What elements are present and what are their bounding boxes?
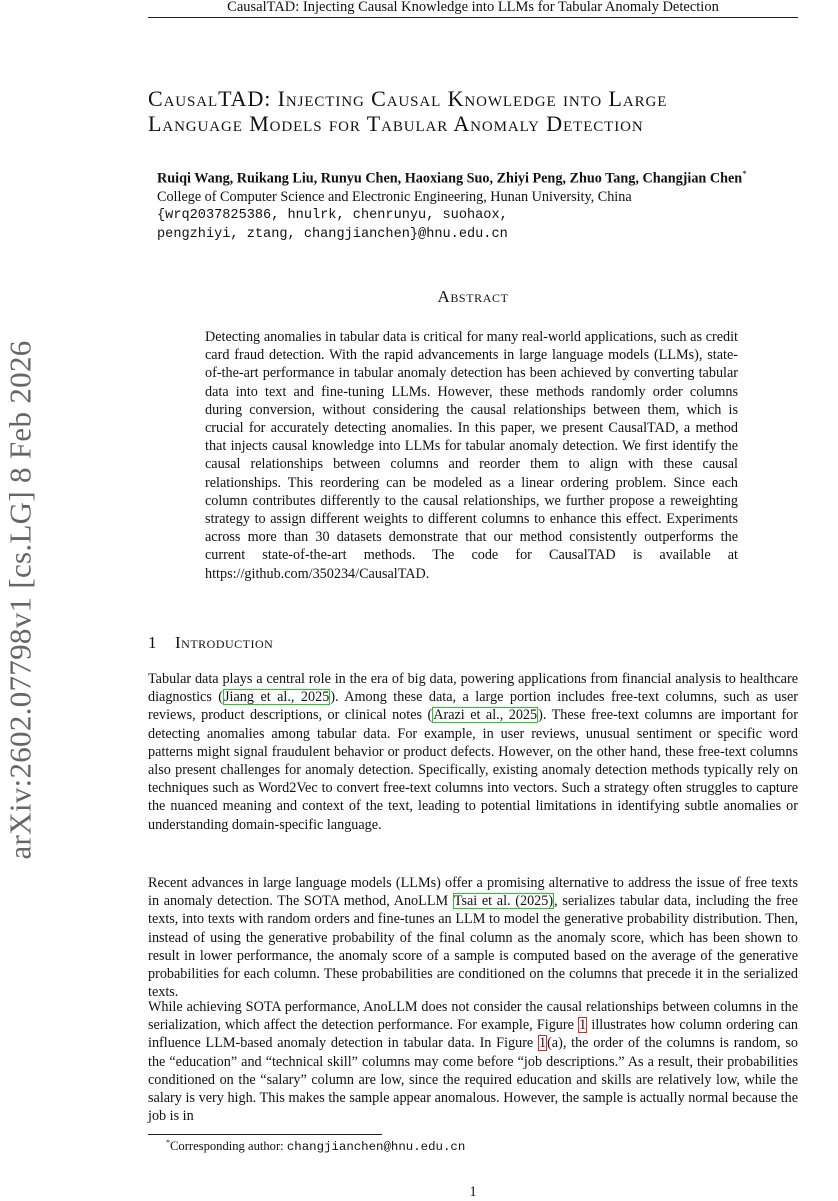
- text-run: ). Among these data, a large portion includes free-text columns, such as user reviews, product descriptions, or clinical notes (: [148, 689, 798, 724]
- footnote-email: changjianchen@hnu.edu.cn: [286, 1140, 466, 1155]
- footnote-mark: *: [166, 1138, 170, 1147]
- figure-ref-link[interactable]: 1: [579, 1017, 587, 1034]
- author-names: [157, 165, 837, 188]
- abstract-heading: Abstract: [437, 287, 509, 306]
- author-block: [157, 165, 837, 244]
- title-line-1: CausalTAD: Injecting Causal Knowledge into Large: [148, 86, 668, 111]
- text-run: (a), the order of the columns is random, so the “education” and “technical skill” columns may come before “job descriptions.” As a result, their probabilities conditioned on the “salary” column are low, since the required education and skills are relatively low, while the salary is very high. This makes the sample appear anomalous. However, the sample is actually normal because the job is in: [148, 1035, 798, 1125]
- running-header: CausalTAD: Injecting Causal Knowledge into LLMs for Tabular Anomaly Detection: [148, 0, 798, 18]
- intro-paragraph-2: [148, 874, 798, 1001]
- citation-link[interactable]: Jiang et al., 2025: [224, 689, 330, 706]
- text-run: Recent advances in large language models (LLMs) offer a promising alternative to address the issue of free texts in anomaly detection. The SOTA method, AnoLLM: [148, 875, 798, 910]
- citation-link[interactable]: Tsai et al. (2025): [453, 893, 554, 910]
- text-run: ). These free-text columns are important for detecting anomalies among tabular data. For example, in user reviews, unusual sentiment or specific word patterns might signal fraudulent behavior or product defects. However, on the other hand, these free-text columns also present challenges for anomaly detection. Specifically, existing anomaly detection methods typically rely on techniques such as Word2Vec to convert free-text columns into vectors. Such a strategy often struggles to capture the nuanced meaning and context of the text, leading to potential limitations in identifying subtle anomalies or understanding domain-specific language.: [148, 707, 799, 833]
- affiliation: College of Computer Science and Electronic Engineering, Hunan University, China: [157, 188, 632, 205]
- text-run: While achieving SOTA performance, AnoLLM does not consider the causal relationships between columns in the serialization, which affect the detection performance. For example, Figure: [148, 999, 798, 1034]
- intro-paragraph-3: [148, 998, 798, 1125]
- page-number: 1: [469, 1184, 477, 1200]
- text-run: , serializes tabular data, including the free texts, into texts with random orders and fine-tunes an LLM to model the generative probability distribution. Then, instead of using the generative probability of the final column as the anomaly score, which has been shown to result in lower performance, the anomaly score of a sample is computed based on the average of the generative probabilities for each column. These probabilities are conditioned on the columns that precede it in the serialized texts.: [148, 893, 798, 1001]
- footnote: [166, 1138, 465, 1154]
- email-line-1: {wrq2037825386, hnulrk, chenrunyu, suohaox,: [157, 207, 508, 223]
- abstract-body: Detecting anomalies in tabular data is critical for many real-world applications, such as credit card fraud detection. With the rapid advancements in large language models (LLMs), state-of-the-art performance in tabular anomaly detection has been achieved by converting tabular data into text and fine-tuning LLMs. However, these methods randomly order columns during conversion, without considering the causal relationships between them, which is crucial for accurately detecting anomalies. In this paper, we present CausalTAD, a method that injects causal knowledge into LLMs for tabular anomaly detection. We first identify the causal relationships between columns and reorder them to align with these causal relationships. This reordering can be modeled as a linear ordering problem. Since each column contributes differently to the causal relationships, we further propose a reweighting strategy to assign different weights to different columns to enhance this effect. Experiments across more than 30 datasets demonstrate that our method consistently outperforms the current state-of-the-art methods. The code for CausalTAD is available at https://github.com/350234/CausalTAD.: [205, 329, 738, 582]
- arxiv-id[interactable]: arXiv:2602.07798v1 [cs.LG] 8 Feb 2026: [3, 340, 38, 860]
- figure-ref-link[interactable]: 1: [538, 1035, 547, 1052]
- paper-title: [148, 86, 808, 136]
- author-list: Ruiqi Wang, Ruikang Liu, Runyu Chen, Haoxiang Suo, Zhiyi Peng, Zhuo Tang, Changjian Chen: [157, 170, 743, 187]
- title-line-2: Language Models for Tabular Anomaly Detection: [148, 111, 644, 136]
- section-heading-introduction: [148, 633, 273, 653]
- corresponding-mark: *: [742, 169, 747, 179]
- section-title: Introduction: [175, 633, 274, 652]
- text-run: illustrates how column ordering can influence LLM-based anomaly detection in tabular data. In Figure: [148, 1017, 799, 1052]
- footnote-divider: [148, 1134, 382, 1135]
- footnote-label: Corresponding author:: [170, 1139, 287, 1154]
- text-run: Tabular data plays a central role in the era of big data, powering applications from financial analysis to healthcare diagnostics (: [148, 671, 798, 706]
- section-number: 1: [148, 633, 157, 652]
- arxiv-stamp: [0, 320, 42, 880]
- email-line-2: pengzhiyi, ztang, changjianchen}@hnu.edu.cn: [157, 226, 508, 242]
- citation-link[interactable]: Arazi et al., 2025: [433, 707, 538, 724]
- intro-paragraph-1: [148, 670, 798, 834]
